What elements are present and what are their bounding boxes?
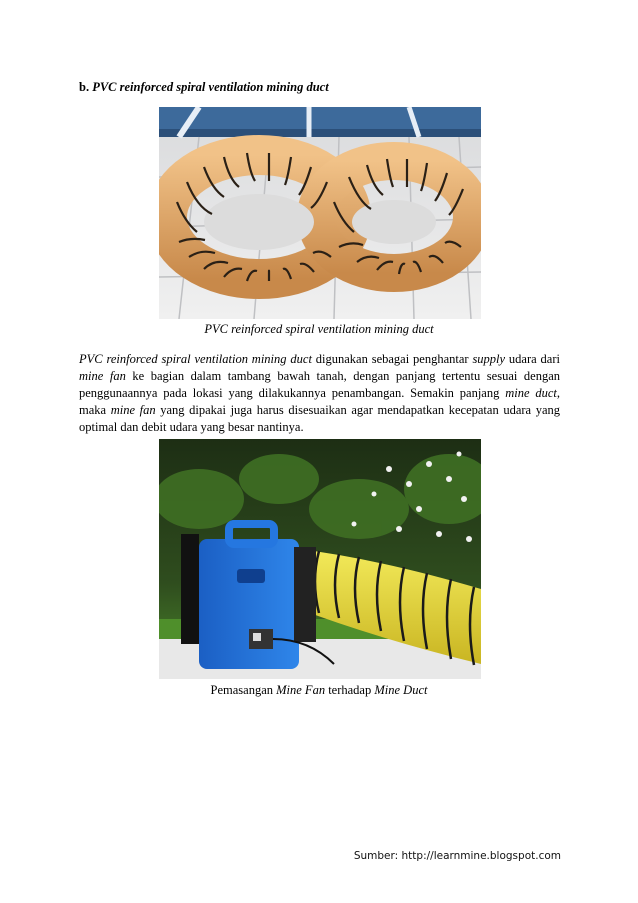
figure2-caption: Pemasangan Mine Fan terhadap Mine Duct: [210, 683, 428, 697]
body-paragraph: PVC reinforced spiral ventilation mining duct digunakan sebagai penghantar supply udara dari mine fan ke bagian dalam tambang bawah tanah, dengan panjang tertentu sesuai dengan penggunaannya pada lokasi yang dilakukannya penambangan. Semakin panjang mine duct, maka mine fan yang dipakai juga harus disesuaikan agar mendapatkan kecepatan udara yang optimal dan debit udara yang besar nantinya.: [79, 352, 560, 434]
section-heading: b. PVC reinforced spiral ventilation mining duct: [79, 80, 329, 94]
ventilation-duct-photo: [159, 107, 481, 319]
mine-fan-photo: [159, 439, 481, 679]
section-title: PVC reinforced spiral ventilation mining duct: [92, 80, 329, 94]
source-footer: Sumber: http://learnmine.blogspot.com: [353, 850, 561, 862]
figure1-caption: PVC reinforced spiral ventilation mining duct: [204, 322, 434, 336]
